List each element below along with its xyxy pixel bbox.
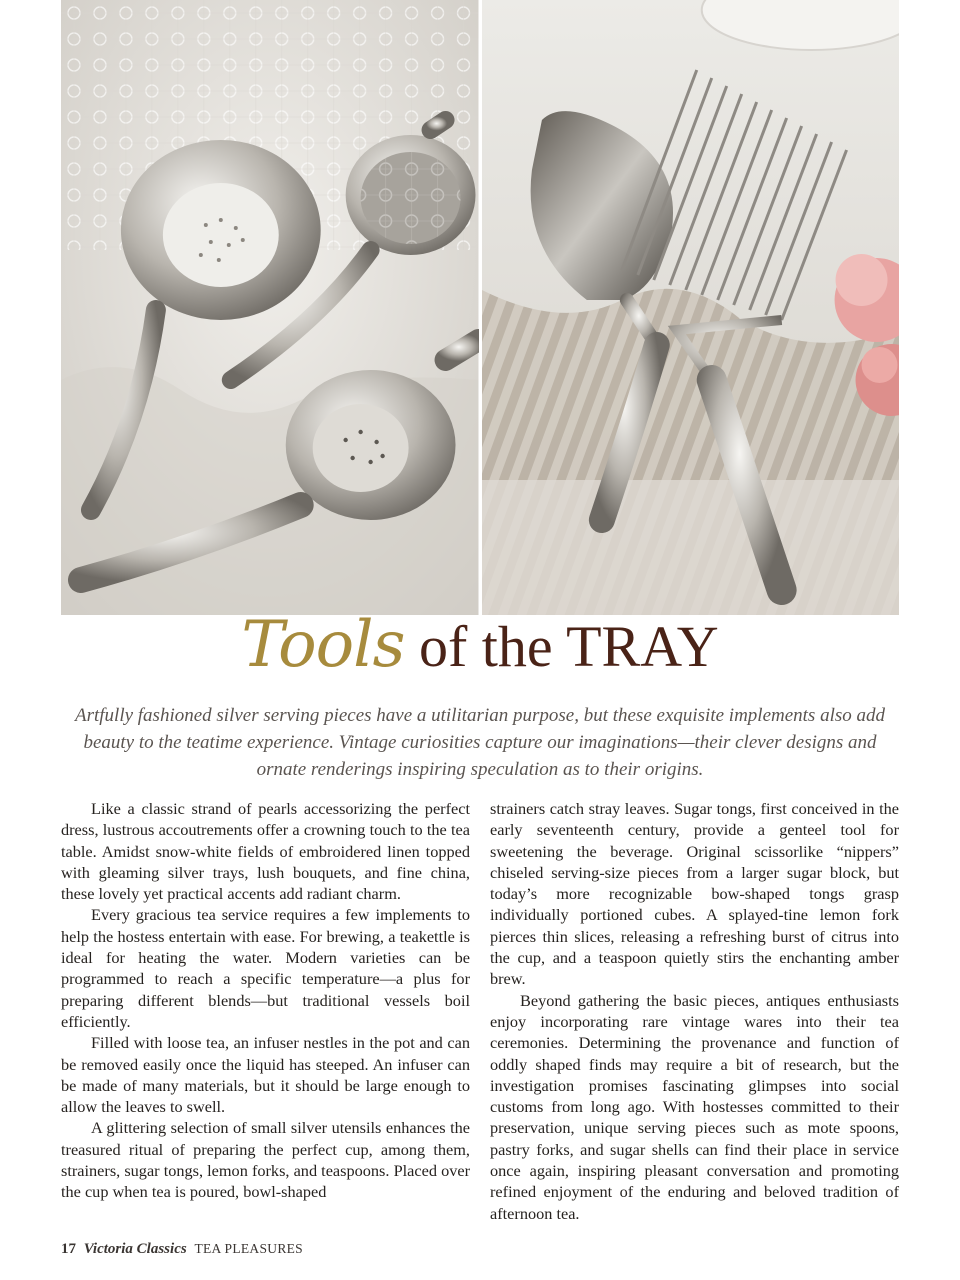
headline bbox=[0, 608, 960, 698]
headline-script-word: Tools bbox=[241, 608, 405, 682]
headline-title: of the TRAY bbox=[404, 614, 719, 679]
column-left bbox=[61, 798, 470, 1218]
deck-subtitle: Artfully fashioned silver serving pieces have a utilitarian purpose, but these exquisite implements also add beauty to the teatime experience. Vintage curiosities capture our imaginations—their clever designs and ornate renderings inspiring speculation as to their origins. bbox=[74, 705, 885, 780]
server-and-comb-photo bbox=[482, 0, 900, 615]
paragraph: strainers catch stray leaves. Sugar tongs, first conceived in the early seventeenth century, provide a genteel tool for sweetening the beverage. Original scissorlike “nippers” chiseled serving-size pieces from a larger sugar block, but today’s more recognizable bow-shaped tongs grasp individually portioned cubes. A splayed-tine lemon fork pierces thin slices, releasing a refreshing burst of citrus into the cup, and a teaspoon quietly stirs the enchanting amber brew. bbox=[490, 799, 899, 989]
photo-spread bbox=[61, 0, 899, 615]
tea-strainers-photo bbox=[61, 0, 479, 615]
paragraph: A glittering selection of small silver utensils enhances the treasured ritual of preparing the perfect cup, among them, strainers, sugar tongs, lemon forks, and teaspoons. Placed over the cup when tea is poured, bowl-shaped bbox=[61, 1118, 470, 1202]
paragraph: Beyond gathering the basic pieces, antiques enthusiasts enjoy incorporating rare vintage wares into their tea ceremonies. Determining the provenance and function of oddly shaped finds may require a bit of research, but the investigation promises fascinating glimpses into social customs from long ago. With hostesses committed to their preservation, unique serving pieces such as mote spoons, pastry forks, and sugar shells can find their place in service once again, inspiring pleasant conversation and promoting refined enjoyment of the enduring and beloved tradition of afternoon tea. bbox=[490, 990, 899, 1223]
column-right bbox=[490, 798, 899, 1223]
paragraph: Every gracious tea service requires a few implements to help the hostess entertain with ease. For brewing, a teakettle is ideal for heating the water. Modern varieties can be programmed to reach a specific temperature—a plus for preparing different blends—but traditional vessels boil efficiently. bbox=[61, 905, 470, 1031]
tea-strainers-illustration bbox=[61, 0, 479, 615]
magazine-name: Victoria Classics bbox=[83, 1241, 187, 1257]
paragraph: Filled with loose tea, an infuser nestles in the pot and can be removed easily once the liquid has steeped. An infuser can be made of many materials, but it should be large enough to allow the leaves to swell. bbox=[61, 1033, 470, 1117]
page-number: 17 bbox=[61, 1241, 76, 1257]
paragraph: Like a classic strand of pearls accessorizing the perfect dress, lustrous accoutrements offer a crowning touch to the tea table. Amidst snow-white fields of embroidered linen topped with gleaming silver trays, lush bouquets, and fine china, these lovely yet practical accents add radiant charm. bbox=[61, 799, 470, 904]
article-body bbox=[61, 798, 899, 1223]
page-folio bbox=[61, 1241, 303, 1258]
section-name: TEA PLEASURES bbox=[194, 1241, 303, 1256]
server-and-comb-illustration bbox=[482, 0, 900, 615]
